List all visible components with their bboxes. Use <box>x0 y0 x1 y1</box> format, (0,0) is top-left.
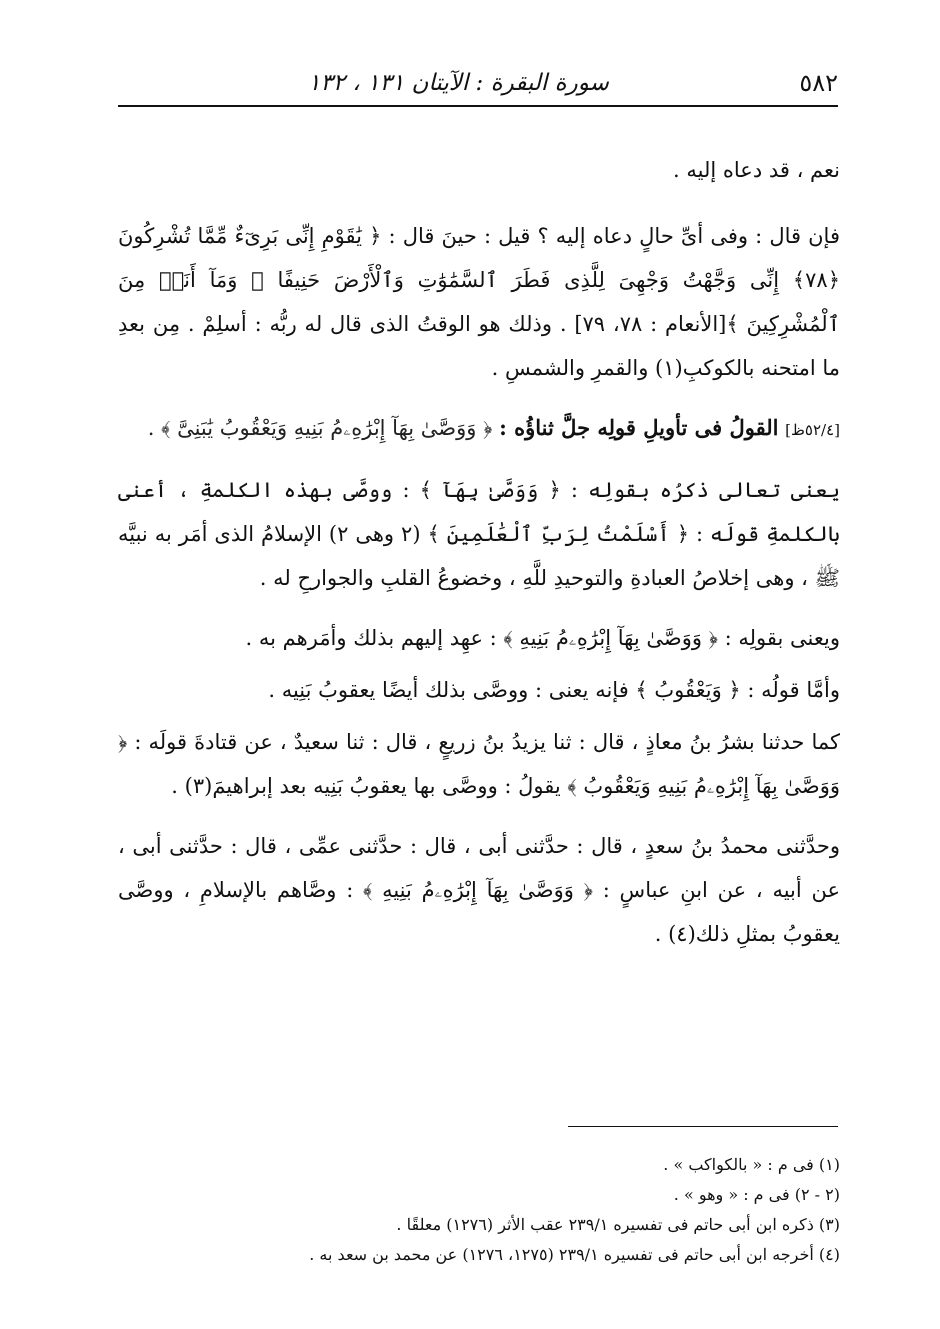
footnote-3: (٣) ذكره ابن أبى حاتم فى تفسيره ٢٣٩/١ عقب الأثر (١٢٧٦) معلقًا . <box>396 1215 840 1234</box>
running-head: سورة البقرة : الآيتان ١٣١ ، ١٣٢ <box>308 70 609 96</box>
footnotes <box>118 1150 840 1270</box>
heading-title: القولُ فى تأويلِ قولِه جلَّ ثناؤُه : <box>499 415 779 440</box>
paragraph-3: يعنى تعالى ذكرُه بقولِه : ﴿ وَوَصَّىٰ بِهَآ ﴾ : ووصَّى بهذه الكلمةِ ، أعنى بالكلمةِ قولَه : ﴿ أَسْلَمْتُ لِرَبِّ ٱلْعَٰلَمِينَ ﴾ (٢ وهى ٢) الإسلامُ الذى أمَر به نبيَّه ﷺ ، وهى إخلاصُ العبادةِ والتوحيدِ للَّهِ ، وخضوعُ القلبِ والجوارحِ له . <box>118 478 840 590</box>
paragraph-2: فإن قال : وفى أىِّ حالٍ دعاه إليه ؟ قيل : حينَ قال : ﴿ يَٰقَوْمِ إِنِّى بَرِىٓءٌ مِّمَّا تُشْرِكُونَ ﴿٧٨﴾ إِنِّى وَجَّهْتُ وَجْهِىَ لِلَّذِى فَطَرَ ٱلسَّمَٰوَٰتِ وَٱلْأَرْضَ حَنِيفًا ۖ وَمَآ أَنَا۠ مِنَ ٱلْمُشْرِكِينَ ﴾[الأنعام : ٧٨، ٧٩] . وذلك هو الوقتُ الذى قال له ربُّه : أسلِمْ . مِن بعدِ ما امتحنه بالكوكبِ(١) والقمرِ والشمسِ . <box>118 224 840 380</box>
footnote-1: (١) فى م : « بالكواكب » . <box>663 1155 840 1174</box>
footnote-2: (٢ - ٢) فى م : « وهو » . <box>673 1185 840 1204</box>
page-body <box>118 148 840 972</box>
paragraph-4: ويعنى بقولِه : ﴿ وَوَصَّىٰ بِهَآ إِبْرَٰهِۦمُ بَنِيهِ ﴾ : عهِد إليهم بذلك وأمَرهم به . <box>245 626 840 650</box>
manuscript-marker: [٥٢/٤ظ] <box>785 421 840 439</box>
paragraph-7: وحدَّثنى محمدُ بنُ سعدٍ ، قال : حدَّثنى أبى ، قال : حدَّثنى عمِّى ، قال : حدَّثنى أبى ، عن أبيه ، عن ابنِ عباسٍ : ﴿ وَوَصَّىٰ بِهَآ إِبْرَٰهِۦمُ بَنِيهِ ﴾ : وصَّاهم بالإسلامِ ، ووصَّى يعقوبُ بمثلِ ذلك(٤) . <box>118 834 840 946</box>
footnote-4: (٤) أخرجه ابن أبى حاتم فى تفسيره ٢٣٩/١ (١٢٧٥، ١٢٧٦) عن محمد بن سعد به . <box>309 1245 840 1264</box>
section-heading <box>118 406 840 452</box>
paragraph-6: كما حدثنا بشرُ بنُ معاذٍ ، قال : ثنا يزيدُ بنُ زريعٍ ، قال : ثنا سعيدٌ ، عن قتادةَ قولَه : ﴿ وَوَصَّىٰ بِهَآ إِبْرَٰهِۦمُ بَنِيهِ وَيَعْقُوبُ ﴾ يقولُ : ووصَّى بها يعقوبُ بَنِيه بعد إبراهيمَ(٣) . <box>118 730 840 798</box>
footnote-rule <box>568 1126 838 1127</box>
heading-verse: ﴿ وَوَصَّىٰ بِهَآ إِبْرَٰهِۦمُ بَنِيهِ وَيَعْقُوبُ يَٰبَنِىَّ ﴾ . <box>147 416 493 440</box>
paragraph-5: وأمَّا قولُه : ﴿ وَيَعْقُوبُ ﴾ فإنه يعنى : ووصَّى بذلك أيضًا يعقوبُ بَنِيه . <box>268 678 840 702</box>
page-number: ٥٨٢ <box>799 69 838 97</box>
header-rule <box>118 105 838 107</box>
paragraph-1: نعم ، قد دعاه إليه . <box>673 158 840 182</box>
page-header <box>118 54 838 98</box>
